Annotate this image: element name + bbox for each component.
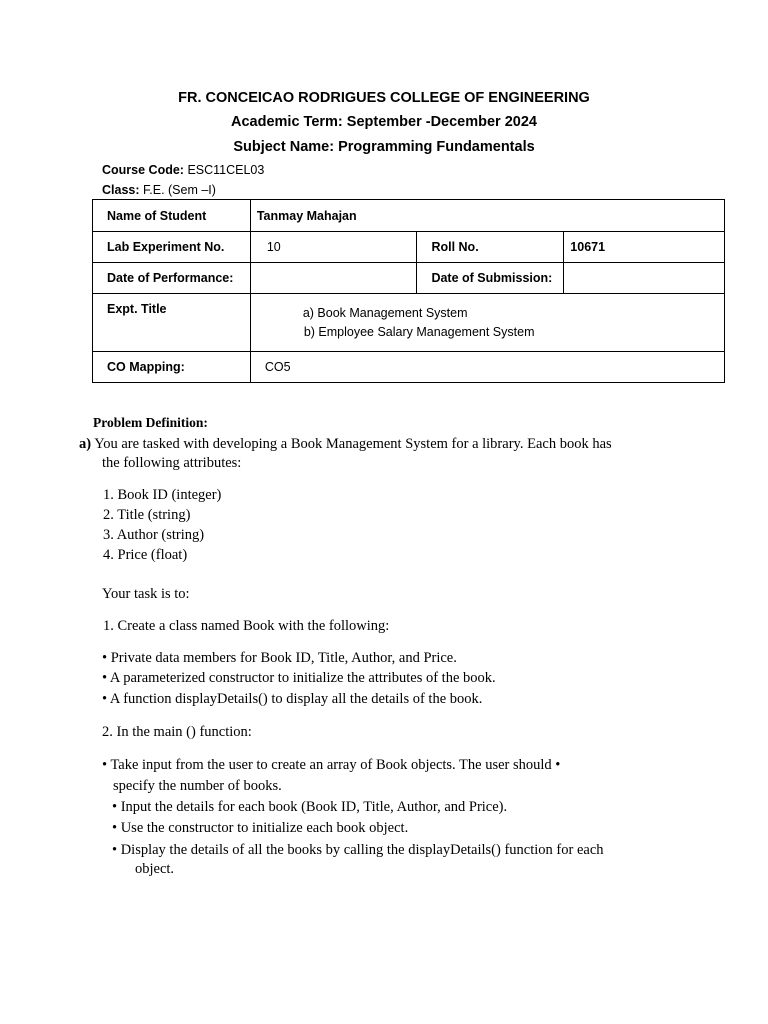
- roll-number: 10671: [564, 232, 725, 263]
- expt-title-b: b) Employee Salary Management System: [303, 324, 535, 339]
- lab-number: 10: [250, 232, 417, 263]
- step-1-bullet: • A parameterized constructor to initialize the attributes of the book.: [102, 670, 496, 686]
- step-2: 2. In the main () function:: [102, 724, 252, 740]
- attribute-item: 3. Author (string): [103, 527, 205, 543]
- submission-date-value: [564, 263, 725, 294]
- step-1-bullet: • Private data members for Book ID, Title, Author, and Price.: [102, 650, 457, 666]
- college-name: FR. CONCEICAO RODRIGUES COLLEGE OF ENGINEERING: [178, 90, 590, 106]
- intro-line-2: the following attributes:: [102, 455, 242, 471]
- attribute-item: 2. Title (string): [103, 507, 191, 523]
- lab-label: Lab Experiment No.: [93, 232, 251, 263]
- step-1-bullet: • A function displayDetails() to display all the details of the book.: [102, 691, 483, 707]
- dates-row: [93, 263, 725, 294]
- attribute-item: 4. Price (float): [103, 547, 188, 563]
- lab-row: [93, 232, 725, 263]
- course-code-label: Course Code:: [102, 163, 184, 177]
- step-2-bullet-4-line-2: object.: [135, 861, 175, 877]
- student-row: [93, 200, 725, 232]
- student-label: Name of Student: [93, 200, 251, 232]
- course-code-value: ESC11CEL03: [187, 163, 265, 177]
- expt-title-a: a) Book Management System: [302, 305, 468, 320]
- attribute-item: 1. Book ID (integer): [103, 487, 222, 503]
- academic-term: Academic Term: September -December 2024: [231, 114, 537, 130]
- co-row: [93, 352, 725, 383]
- expt-title-value: [250, 294, 724, 352]
- step-2-bullet-3: • Use the constructor to initialize each book object.: [112, 820, 409, 836]
- step-2-bullet-4-line-1: • Display the details of all the books by calling the displayDetails() function for each: [112, 842, 604, 858]
- performance-date-value: [250, 263, 417, 294]
- class-value: F.E. (Sem –I): [143, 183, 216, 197]
- co-mapping-value: CO5: [250, 352, 724, 383]
- task-intro: Your task is to:: [102, 586, 190, 602]
- step-1: 1. Create a class named Book with the following:: [103, 618, 390, 634]
- roll-label: Roll No.: [417, 232, 564, 263]
- performance-date-label: Date of Performance:: [93, 263, 251, 294]
- class-info: [102, 181, 216, 199]
- step-2-bullet-1-line-2: specify the number of books.: [113, 778, 282, 794]
- step-2-bullet-1-line-1: • Take input from the user to create an array of Book objects. The user should •: [102, 757, 561, 773]
- step-2-bullet-2: • Input the details for each book (Book ID, Title, Author, and Price).: [112, 799, 508, 815]
- course-code: [102, 161, 264, 179]
- class-label: Class:: [102, 183, 140, 197]
- subject-name: Subject Name: Programming Fundamentals: [233, 139, 535, 155]
- submission-date-label: Date of Submission:: [417, 263, 564, 294]
- experiment-info-table: [92, 199, 725, 383]
- title-row: [93, 294, 725, 352]
- intro-line-1: You are tasked with developing a Book Management System for a library. Each book has: [94, 436, 612, 452]
- part-a-marker: a): [79, 436, 92, 452]
- problem-definition-heading: Problem Definition:: [93, 415, 208, 430]
- student-name: Tanmay Mahajan: [250, 200, 724, 232]
- part-a-intro: [79, 434, 612, 454]
- expt-title-label: Expt. Title: [93, 294, 251, 352]
- co-mapping-label: CO Mapping:: [93, 352, 251, 383]
